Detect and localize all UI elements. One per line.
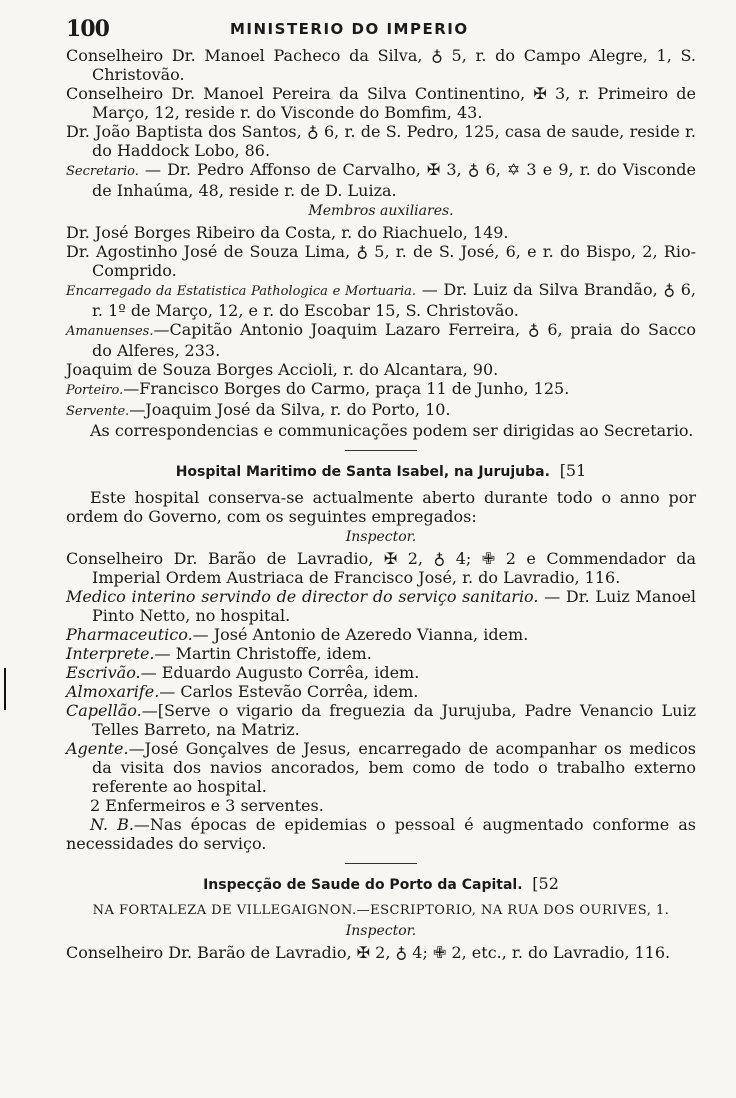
staff-entry: [66, 644, 696, 663]
membros-heading: Membros auxiliares.: [308, 203, 454, 219]
entry-text: —Nas épocas de epidemias o pessoal é augmentado conforme as necessidades do serviço.: [66, 815, 696, 853]
entry-text: —Joaquim José da Silva, r. do Porto, 10.: [129, 400, 451, 419]
inspector-heading: Inspector.: [345, 923, 417, 939]
list-item: Conselheiro Dr. Manoel Pacheco da Silva, ♁ 5, r. do Campo Alegre, 1, S. Christovão.: [66, 46, 696, 84]
entry-text: — Dr. Luiz da Silva Brandão, ♁ 6, r. 1º de Março, 12, e r. do Escobar 15, S. Christovão.: [92, 280, 696, 320]
entry-text: — Martin Christoffe, idem.: [154, 644, 372, 663]
section-number: [51: [559, 461, 587, 480]
list-item: Conselheiro Dr. Manoel Pereira da Silva Continentino, ✠ 3, r. Primeiro de Março, 12, reside r. do Visconde do Bomfim, 43.: [66, 84, 696, 122]
entry-text: —Capitão Antonio Joaquim Lazaro Ferreira, ♁ 6, praia do Sacco do Alferes, 233.: [92, 320, 696, 360]
role-label: Amanuenses.: [66, 324, 154, 339]
role-label: Secretario.: [66, 164, 139, 179]
page-number: 100: [66, 16, 109, 42]
section-intro: Este hospital conserva-se actualmente aberto durante todo o anno por ordem do Governo, com os seguintes empregados:: [66, 488, 696, 526]
role-label: Almoxarife.: [66, 682, 160, 701]
list-item: Dr. Agostinho José de Souza Lima, ♁ 5, r. de S. José, 6, e r. do Bispo, 2, Rio-Comprido.: [66, 242, 696, 280]
porteiro-entry: [66, 379, 696, 400]
medico-entry: [66, 587, 696, 625]
section-title: [66, 874, 696, 895]
inspector-entry: Conselheiro Dr. Barão de Lavradio, ✠ 2, ♁ 4; ✙ 2 e Commendador da Imperial Ordem Austriaca de Francisco José, r. do Lavradio, 116.: [66, 549, 696, 587]
entry-text: — Carlos Estevão Corrêa, idem.: [159, 682, 419, 701]
list-item: Dr. José Borges Ribeiro da Costa, r. do Riachuelo, 149.: [66, 223, 509, 242]
role-label: Agente.: [66, 739, 129, 758]
nota-bene: [66, 815, 696, 853]
role-label: Servente.: [66, 404, 130, 419]
secretario-entry: [66, 160, 696, 200]
section-title-text: Inspecção de Saude do Porto da Capital.: [203, 877, 523, 893]
section-title-text: Hospital Maritimo de Santa Isabel, na Jurujuba.: [175, 464, 550, 480]
list-item: Joaquim de Souza Borges Accioli, r. do Alcantara, 90.: [66, 360, 499, 379]
closing-paragraph: As correspondencias e communicações podem ser dirigidas ao Secretario.: [90, 421, 694, 440]
amanuenses-entry: [66, 320, 696, 360]
role-label: Pharmaceutico.: [66, 625, 193, 644]
staff-entry: [66, 663, 696, 682]
section-divider: [345, 450, 417, 451]
role-label: Escrivão.: [66, 663, 141, 682]
inspector-heading: Inspector.: [345, 529, 417, 545]
running-title: MINISTERIO DO IMPERIO: [230, 20, 469, 38]
servente-entry: [66, 400, 696, 421]
entry-text: — Dr. Luiz Manoel Pinto Netto, no hospital.: [92, 587, 696, 625]
role-label: Interprete.: [66, 644, 155, 663]
section-divider: [345, 863, 417, 864]
staff-entry: [66, 625, 696, 644]
entry-text: —José Gonçalves de Jesus, encarregado de acompanhar os medicos da visita dos navios ancorados, bem como de todo o trabalho externo referente ao hospital.: [92, 739, 696, 796]
section-title: [66, 461, 696, 482]
location-line: NA FORTALEZA DE VILLEGAIGNON.—ESCRIPTORIO, NA RUA DOS OURIVES, 1.: [92, 903, 670, 918]
page-body: [66, 46, 696, 962]
list-item: Dr. João Baptista dos Santos, ♁ 6, r. de S. Pedro, 125, casa de saude, reside r. do Haddock Lobo, 86.: [66, 122, 696, 160]
role-label: Capellão.: [66, 701, 142, 720]
staff-entry: [66, 682, 696, 701]
enfermeiros-line: 2 Enfermeiros e 3 serventes.: [90, 796, 324, 815]
inspector-entry: Conselheiro Dr. Barão de Lavradio, ✠ 2, ♁ 4; ✙ 2, etc., r. do Lavradio, 116.: [66, 943, 671, 962]
entry-text: — Dr. Pedro Affonso de Carvalho, ✠ 3, ♁ 6, ✡ 3 e 9, r. do Visconde de Inhaúma, 48, reside r. de D. Luiza.: [92, 160, 696, 200]
entry-text: — Eduardo Augusto Corrêa, idem.: [140, 663, 420, 682]
role-label: Medico interino servindo de director do serviço sanitario.: [66, 587, 539, 606]
section-number: [52: [532, 874, 559, 893]
role-label: N. B.: [90, 815, 134, 834]
margin-mark: [4, 668, 6, 710]
entry-text: — José Antonio de Azeredo Vianna, idem.: [192, 625, 529, 644]
entry-text: —[Serve o vigario da freguezia da Jurujuba, Padre Venancio Luiz Telles Barreto, na Matriz.: [92, 701, 696, 739]
page-header: [66, 16, 706, 40]
staff-entry: [66, 739, 696, 796]
role-label: Encarregado da Estatistica Pathologica e Mortuaria.: [66, 284, 417, 299]
staff-entry: [66, 701, 696, 739]
encarregado-entry: [66, 280, 696, 320]
role-label: Porteiro.: [66, 383, 124, 398]
entry-text: —Francisco Borges do Carmo, praça 11 de Junho, 125.: [123, 379, 570, 398]
